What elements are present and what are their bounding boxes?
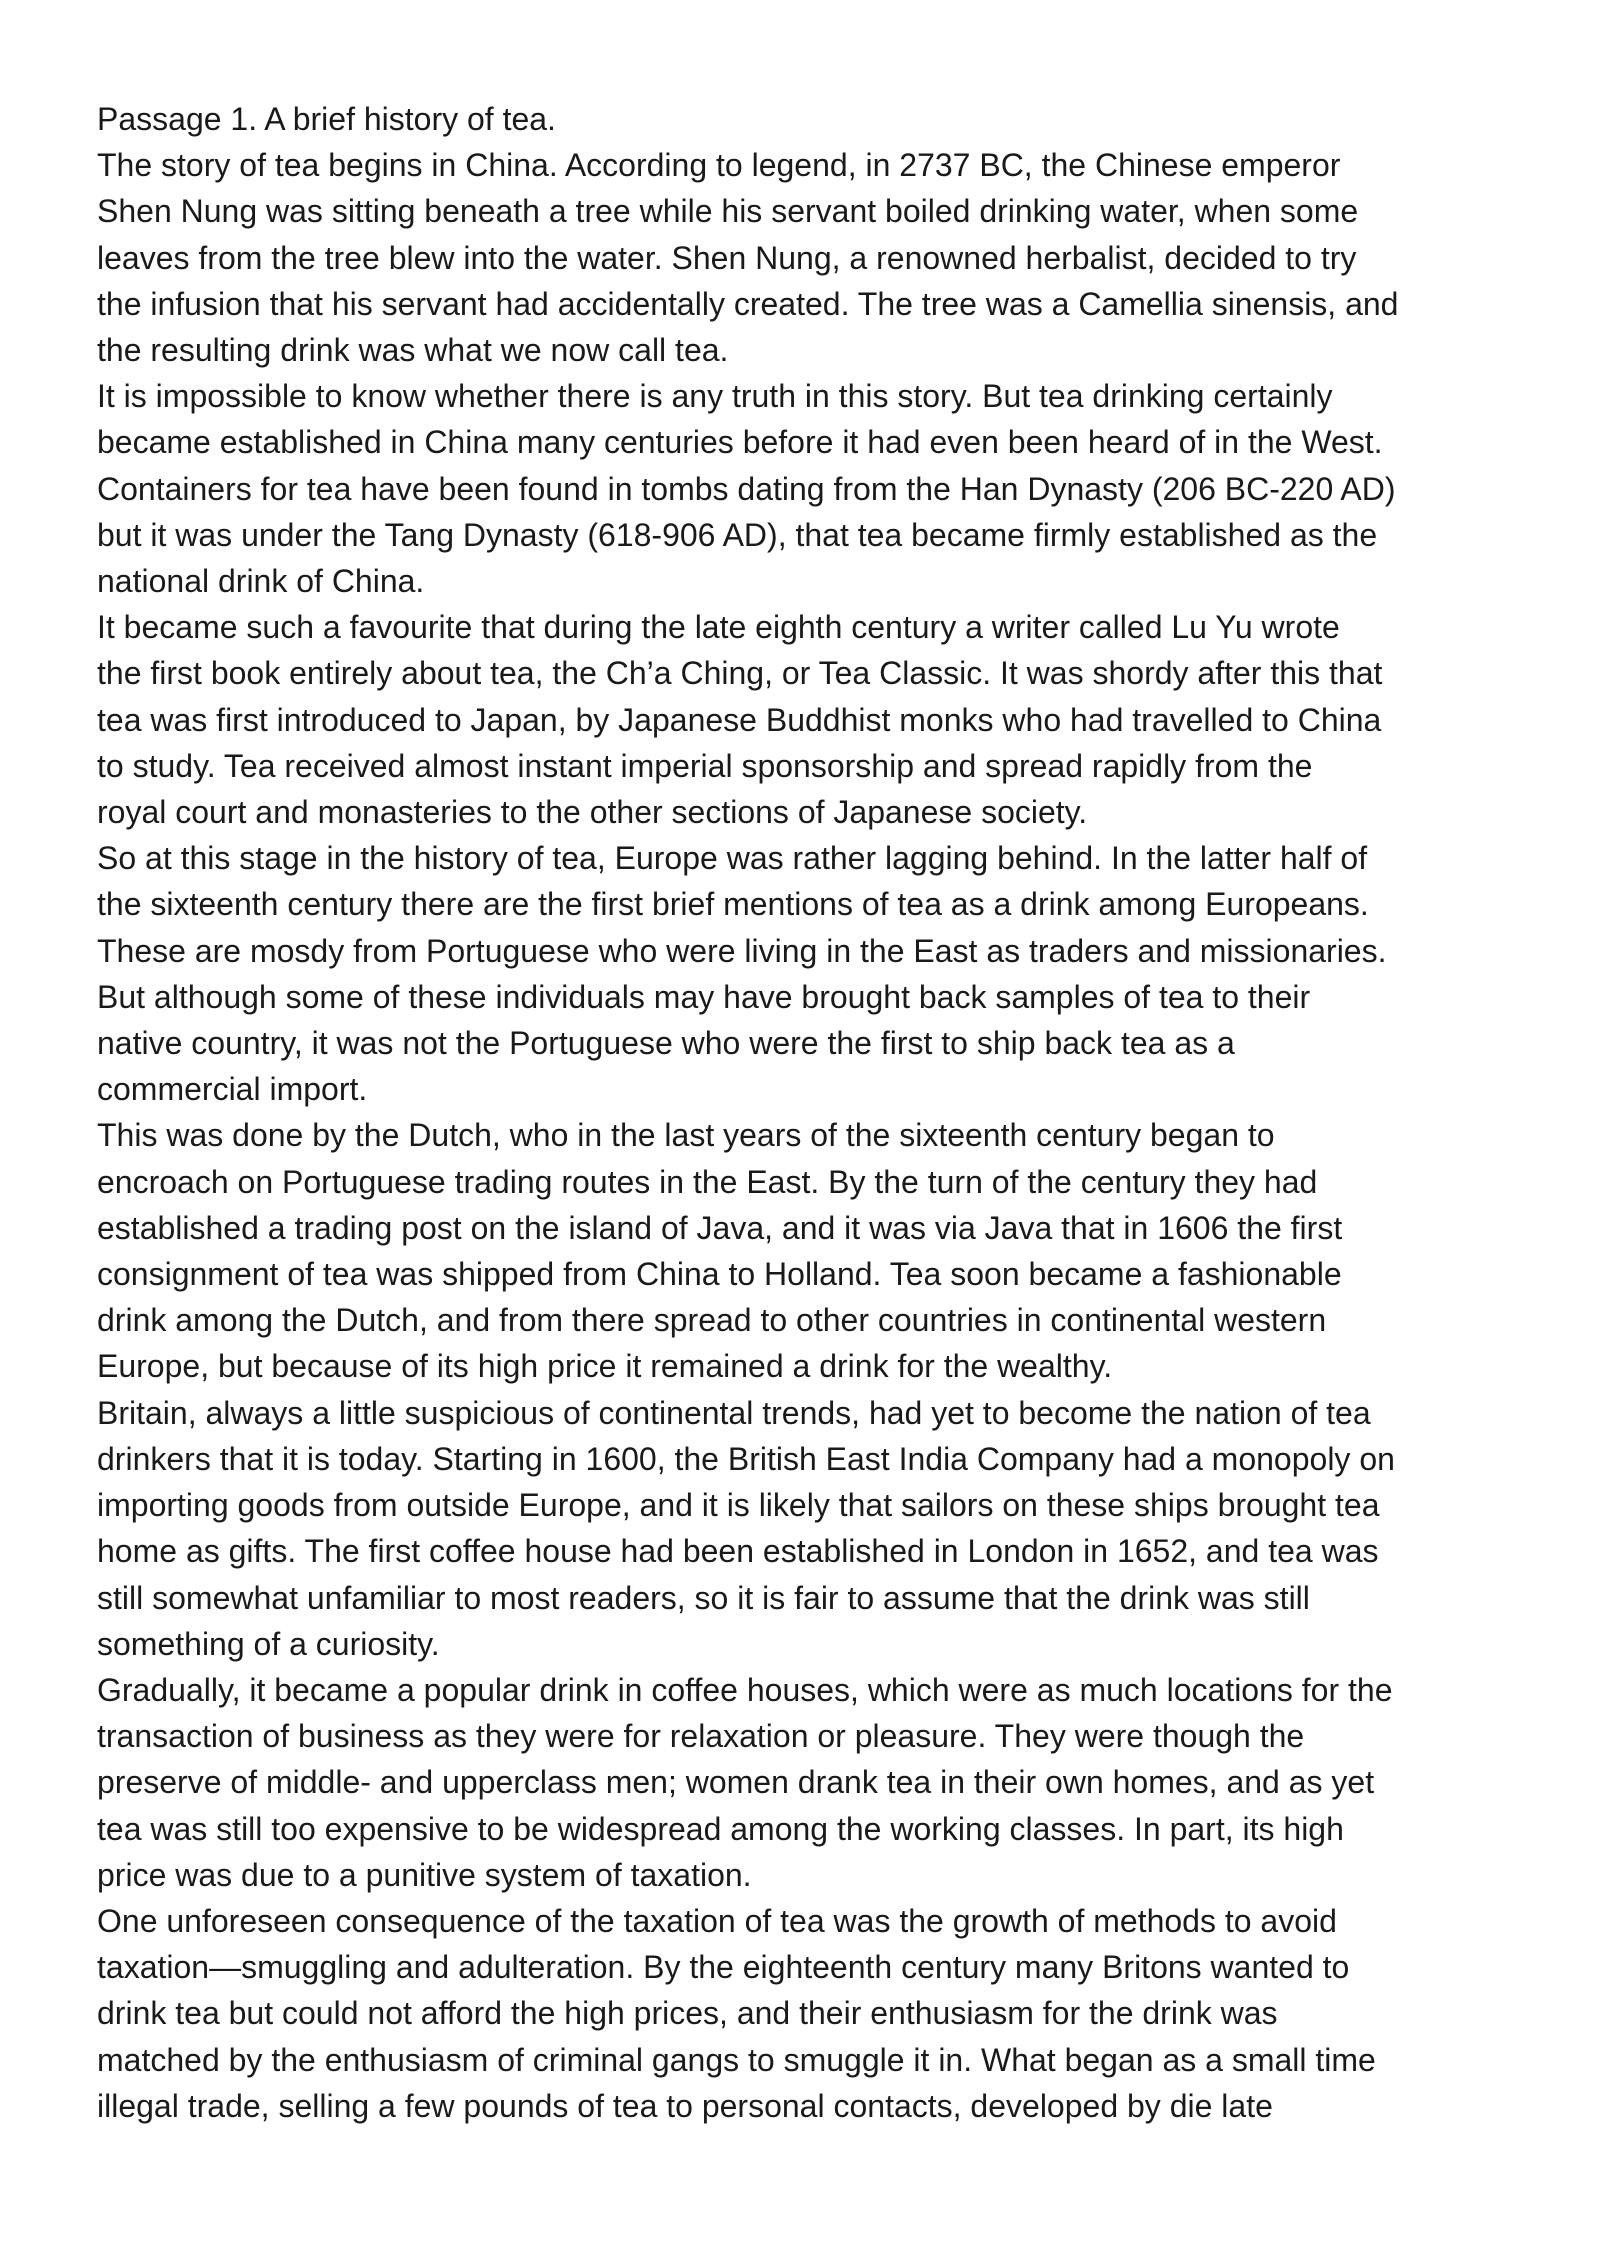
text-line: Containers for tea have been found in tombs dating from the Han Dynasty (206 BC-220 AD) (97, 470, 1396, 507)
passage-title: Passage 1. A brief history of tea. (97, 101, 556, 137)
text-line: So at this stage in the history of tea, Europe was rather lagging behind. In the latter half of (97, 840, 1368, 877)
text-line: preserve of middle- and upperclass men; women drank tea in their own homes, and as yet (97, 1764, 1375, 1801)
text-line: tea was first introduced to Japan, by Japanese Buddhist monks who had travelled to China (97, 701, 1382, 738)
text-line: drinkers that it is today. Starting in 1600, the British East India Company had a monopoly on (97, 1440, 1395, 1477)
text-line: home as gifts. The first coffee house had been established in London in 1652, and tea was (97, 1533, 1379, 1570)
text-line: became established in China many centuries before it had even been heard of in the West. (97, 424, 1383, 461)
text-line: It became such a favourite that during the late eighth century a writer called Lu Yu wrote (97, 609, 1340, 646)
text-line: encroach on Portuguese trading routes in the East. By the turn of the century they had (97, 1163, 1318, 1200)
text-line: Europe, but because of its high price it remained a drink for the wealthy. (97, 1348, 1113, 1385)
text-line: something of a curiosity. (97, 1625, 440, 1662)
passage-text (97, 96, 1517, 2129)
text-line: matched by the enthusiasm of criminal gangs to smuggle it in. What began as a small time (97, 2041, 1376, 2078)
text-line: Shen Nung was sitting beneath a tree while his servant boiled drinking water, when some (97, 193, 1359, 230)
text-line: Gradually, it became a popular drink in coffee houses, which were as much locations for the (97, 1671, 1393, 1708)
text-line: illegal trade, selling a few pounds of tea to personal contacts, developed by die late (97, 2087, 1273, 2124)
text-line: commercial import. (97, 1071, 368, 1108)
text-line: drink tea but could not afford the high prices, and their enthusiasm for the drink was (97, 1995, 1278, 2032)
text-line: This was done by the Dutch, who in the last years of the sixteenth century began to (97, 1117, 1275, 1154)
text-line: the infusion that his servant had accidentally created. The tree was a Camellia sinensis, and (97, 285, 1399, 322)
text-line: tea was still too expensive to be widespread among the working classes. In part, its high (97, 1810, 1344, 1847)
text-line: taxation—smuggling and adulteration. By the eighteenth century many Britons wanted to (97, 1949, 1350, 1986)
text-line: the first book entirely about tea, the Ch’a Ching, or Tea Classic. It was shordy after this that (97, 655, 1383, 692)
text-line: Britain, always a little suspicious of continental trends, had yet to become the nation of tea (97, 1394, 1371, 1431)
text-line: price was due to a punitive system of taxation. (97, 1856, 752, 1893)
text-line: native country, it was not the Portuguese who were the first to ship back tea as a (97, 1025, 1235, 1062)
text-line: These are mosdy from Portuguese who were living in the East as traders and missionaries. (97, 932, 1387, 969)
text-line: national drink of China. (97, 563, 425, 600)
text-line: importing goods from outside Europe, and it is likely that sailors on these ships brought tea (97, 1487, 1380, 1524)
text-line: to study. Tea received almost instant imperial sponsorship and spread rapidly from the (97, 747, 1313, 784)
text-line: But although some of these individuals may have brought back samples of tea to their (97, 978, 1311, 1015)
text-line: drink among the Dutch, and from there spread to other countries in continental western (97, 1302, 1327, 1339)
text-line: royal court and monasteries to the other sections of Japanese society. (97, 794, 1088, 831)
text-line: leaves from the tree blew into the water. Shen Nung, a renowned herbalist, decided to try (97, 239, 1357, 276)
text-line: established a trading post on the island of Java, and it was via Java that in 1606 the first (97, 1209, 1343, 1246)
text-line: still somewhat unfamiliar to most readers, so it is fair to assume that the drink was still (97, 1579, 1310, 1616)
text-line: transaction of business as they were for relaxation or pleasure. They were though the (97, 1718, 1305, 1755)
text-line: consignment of tea was shipped from China to Holland. Tea soon became a fashionable (97, 1256, 1342, 1293)
text-line: but it was under the Tang Dynasty (618-906 AD), that tea became firmly established as the (97, 516, 1378, 553)
text-line: It is impossible to know whether there is any truth in this story. But tea drinking certainly (97, 378, 1333, 415)
text-line: the resulting drink was what we now call tea. (97, 332, 729, 369)
text-line: the sixteenth century there are the first brief mentions of tea as a drink among Europeans. (97, 886, 1369, 923)
text-line: The story of tea begins in China. According to legend, in 2737 BC, the Chinese emperor (97, 147, 1341, 184)
text-line: One unforeseen consequence of the taxation of tea was the growth of methods to avoid (97, 1902, 1337, 1939)
